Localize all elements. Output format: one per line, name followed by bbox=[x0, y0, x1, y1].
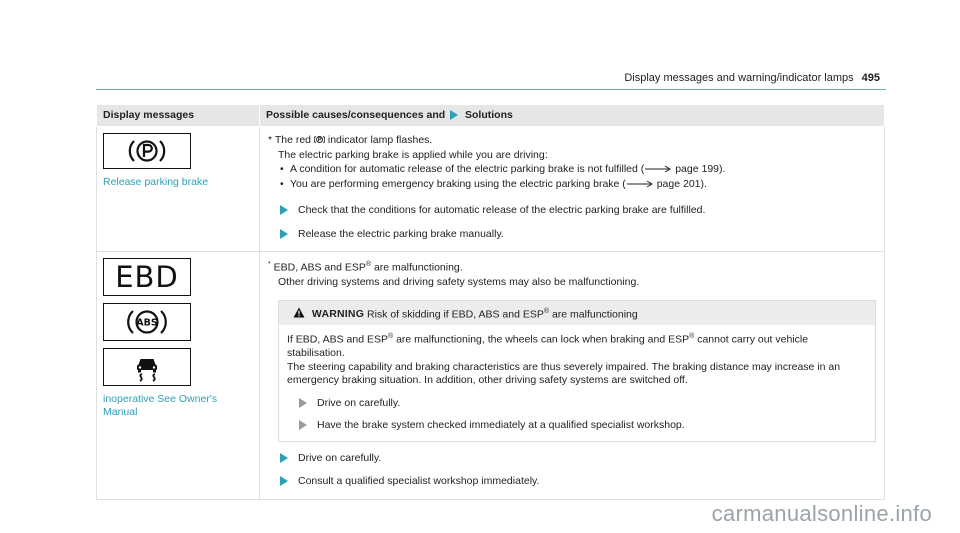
bullet-mark: • bbox=[280, 177, 284, 190]
solution-step bbox=[268, 474, 876, 489]
page-link-arrow-icon bbox=[626, 180, 654, 188]
warning-head-suffix: are malfunctioning bbox=[551, 308, 638, 320]
bullet-mark: • bbox=[280, 163, 284, 175]
registered-mark: ® bbox=[365, 261, 372, 268]
warning-p1-c: cannot carry out vehicle stabilisation. bbox=[287, 333, 809, 359]
bullet2-text: You are performing emergency braking using the electric parking brake ( bbox=[290, 177, 626, 190]
step-arrow-icon bbox=[299, 398, 307, 408]
header-title: Display messages and warning/indicator lamps bbox=[624, 72, 854, 84]
footnote-star: * bbox=[268, 261, 271, 268]
registered-mark: ® bbox=[543, 307, 550, 315]
solution-step bbox=[268, 451, 876, 466]
abs-lamp-icon bbox=[103, 303, 191, 341]
cause-line bbox=[268, 133, 876, 148]
display-messages-table bbox=[96, 104, 885, 500]
parking-brake-small-icon bbox=[314, 135, 325, 144]
table-header-row bbox=[97, 105, 885, 127]
step-text: Have the brake system checked immediately at a qualified specialist workshop. bbox=[317, 419, 685, 431]
warning-p1-a: If EBD, ABS and ESP bbox=[287, 333, 388, 346]
watermark: carmanualsonline.info bbox=[711, 501, 932, 526]
col-header-display-messages: Display messages bbox=[97, 105, 260, 127]
warning-paragraph: The steering capability and braking characteristics are thus severely impaired. The braking distance may increase in an emergency braking situation. In addition, other driving safety systems are switched off. bbox=[287, 360, 841, 386]
bullet1-page-link[interactable]: page 199). bbox=[675, 163, 726, 175]
footnote-star: * bbox=[268, 134, 273, 146]
lamp-label-inoperative: inoperative See Owner's Manual bbox=[103, 393, 218, 418]
running-header bbox=[624, 72, 880, 84]
step-text: Consult a qualified specialist workshop immediately. bbox=[298, 475, 540, 487]
bullet2-page-link[interactable]: page 201). bbox=[656, 177, 707, 190]
parking-brake-icon bbox=[125, 136, 169, 166]
parking-brake-lamp-icon bbox=[103, 133, 191, 169]
warning-box bbox=[278, 300, 876, 442]
registered-mark: ® bbox=[689, 333, 695, 340]
warning-label: WARNING bbox=[311, 308, 365, 320]
warning-header bbox=[279, 301, 875, 326]
page-link-arrow-icon bbox=[644, 165, 672, 173]
warning-triangle-icon bbox=[293, 307, 305, 318]
step-arrow-icon bbox=[280, 476, 288, 486]
warning-body bbox=[279, 325, 875, 441]
cause-suffix: are malfunctioning. bbox=[373, 261, 463, 274]
step-text: Drive on carefully. bbox=[298, 451, 382, 464]
lamp-label-release-parking-brake: Release parking brake bbox=[103, 176, 209, 188]
skidding-car-icon bbox=[127, 351, 167, 383]
col-header-causes-text: Possible causes/consequences and bbox=[266, 109, 446, 121]
step-arrow-icon bbox=[280, 229, 288, 239]
table-row bbox=[97, 252, 885, 500]
warning-p1-b: are malfunctioning, the wheels can lock when braking and ESP bbox=[396, 333, 690, 346]
bullet-item bbox=[268, 177, 876, 192]
step-arrow-icon bbox=[280, 453, 288, 463]
step-arrow-icon bbox=[299, 420, 307, 430]
abs-icon-text: ABS bbox=[136, 317, 158, 329]
warning-head-text: Risk of skidding if EBD, ABS and ESP bbox=[367, 308, 544, 320]
solution-step bbox=[268, 227, 876, 242]
row1-display-cell bbox=[97, 127, 260, 252]
step-text: Drive on carefully. bbox=[317, 396, 401, 409]
step-text: Check that the conditions for automatic release of the electric parking brake are fulfilled. bbox=[298, 204, 706, 216]
col-header-solutions-text: Solutions bbox=[465, 109, 513, 121]
cause-suffix: indicator lamp flashes. bbox=[327, 134, 433, 146]
ebd-lamp-text: EBD bbox=[115, 260, 179, 294]
esp-lamp-icon bbox=[103, 348, 191, 386]
warning-paragraph bbox=[287, 330, 867, 361]
cause-line bbox=[268, 258, 876, 275]
bullet-item bbox=[268, 162, 876, 177]
registered-mark: ® bbox=[387, 333, 394, 340]
page-header bbox=[96, 0, 886, 90]
abs-icon bbox=[125, 306, 169, 338]
row1-causes-cell bbox=[260, 127, 885, 252]
warning-step bbox=[287, 418, 867, 433]
table-row bbox=[97, 127, 885, 252]
cause-prefix: The red bbox=[274, 134, 312, 146]
solution-arrow-icon bbox=[450, 110, 458, 120]
cause-text: EBD, ABS and ESP bbox=[273, 261, 366, 274]
ebd-lamp-icon bbox=[103, 258, 191, 296]
row2-display-cell bbox=[97, 252, 260, 500]
solution-step bbox=[268, 203, 876, 218]
page-number: 495 bbox=[861, 72, 880, 84]
row2-causes-cell bbox=[260, 252, 885, 500]
cause-detail: The electric parking brake is applied while you are driving: bbox=[278, 148, 548, 161]
warning-step bbox=[287, 396, 867, 411]
bullet1-text: A condition for automatic release of the electric parking brake is not fulfilled ( bbox=[290, 163, 645, 175]
col-header-causes bbox=[260, 105, 885, 127]
step-arrow-icon bbox=[280, 205, 288, 215]
cause-detail: Other driving systems and driving safety systems may also be malfunctioning. bbox=[278, 276, 640, 288]
step-text: Release the electric parking brake manually. bbox=[298, 227, 504, 240]
